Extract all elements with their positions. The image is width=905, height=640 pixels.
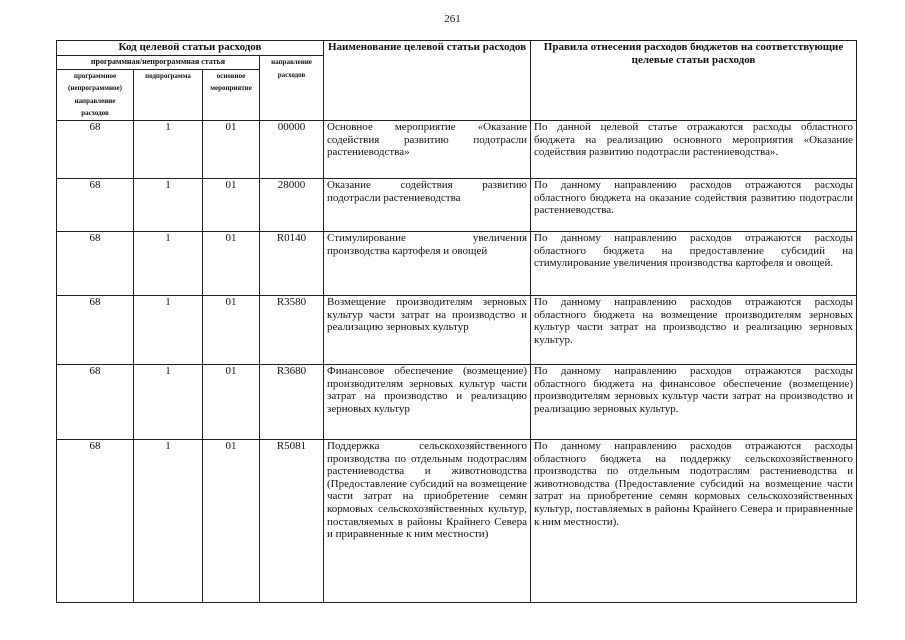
subprogram-code: 1 — [134, 120, 203, 178]
program-code: 68 — [57, 439, 134, 602]
header-subprogram: подпрограмма — [134, 69, 203, 120]
table-row — [57, 295, 857, 364]
header-direction: направление расходов — [260, 56, 324, 121]
subprogram-code: 1 — [134, 178, 203, 231]
subprogram-code: 1 — [134, 231, 203, 295]
expense-rule: По данному направлению расходов отражаются расходы областного бюджета на оказание содействия развитию подотрасли растениеводства. — [531, 178, 857, 231]
direction-code: R3680 — [260, 364, 324, 439]
table-row — [57, 364, 857, 439]
expense-name: Поддержка сельскохозяйственного производства по отдельным подотраслям растениеводства и животноводства (Предоставление субсидий на возмещение части затрат на приобретение семян кормовых сельскохозяйственных культур, поставляемых в районы Крайнего Севера и приравненные к ним местности) — [324, 439, 531, 602]
event-code: 01 — [203, 364, 260, 439]
table-row — [57, 231, 857, 295]
header-name-column: Наименование целевой статьи расходов — [324, 41, 531, 121]
program-code: 68 — [57, 364, 134, 439]
subprogram-code: 1 — [134, 295, 203, 364]
program-code: 68 — [57, 295, 134, 364]
header-program-group: программная/непрограммная статья — [57, 56, 260, 70]
direction-code: R0140 — [260, 231, 324, 295]
event-code: 01 — [203, 120, 260, 178]
subprogram-code: 1 — [134, 439, 203, 602]
program-code: 68 — [57, 178, 134, 231]
event-code: 01 — [203, 178, 260, 231]
expense-rule: По данному направлению расходов отражаются расходы областного бюджета на поддержку сельскохозяйственного производства по отдельным подотраслям растениеводства и животноводства (Предоставление субсидий на возмещение части затрат на приобретение семян кормовых сельскохозяйственных культур, поставляемых в районы Крайнего Севера и приравненные к ним местности). — [531, 439, 857, 602]
event-code: 01 — [203, 295, 260, 364]
direction-code: R5081 — [260, 439, 324, 602]
expense-name: Основное мероприятие «Оказание содействия развитию подотрасли растениеводства» — [324, 120, 531, 178]
expense-name: Стимулирование увеличения производства картофеля и овощей — [324, 231, 531, 295]
header-main-event: основное мероприятие — [203, 69, 260, 120]
expense-rule: По данному направлению расходов отражаются расходы областного бюджета на возмещение производителям зерновых культур части затрат на производство и реализацию зерновых культур. — [531, 295, 857, 364]
expense-name: Возмещение производителям зерновых культур части затрат на производство и реализацию зерновых культур — [324, 295, 531, 364]
event-code: 01 — [203, 231, 260, 295]
table-row — [57, 439, 857, 602]
direction-code: R3580 — [260, 295, 324, 364]
expense-rule: По данной целевой статье отражаются расходы областного бюджета на реализацию основного мероприятия «Оказание содействия развитию подотрасли растениеводства». — [531, 120, 857, 178]
header-program-direction: программное (непрограммное) направление расходов — [57, 69, 134, 120]
budget-codes-table — [56, 40, 857, 603]
page-number: 261 — [444, 13, 461, 25]
program-code: 68 — [57, 120, 134, 178]
subprogram-code: 1 — [134, 364, 203, 439]
expense-rule: По данному направлению расходов отражаются расходы областного бюджета на предоставление субсидий на стимулирование увеличения производства картофеля и овощей. — [531, 231, 857, 295]
expense-name: Финансовое обеспечение (возмещение) производителям зерновых культур части затрат на производство и реализацию зерновых культур — [324, 364, 531, 439]
program-code: 68 — [57, 231, 134, 295]
header-rules-column: Правила отнесения расходов бюджетов на соответствующие целевые статьи расходов — [531, 41, 857, 121]
table-row — [57, 120, 857, 178]
event-code: 01 — [203, 439, 260, 602]
direction-code: 28000 — [260, 178, 324, 231]
direction-code: 00000 — [260, 120, 324, 178]
expense-name: Оказание содействия развитию подотрасли растениеводства — [324, 178, 531, 231]
header-code-group: Код целевой статьи расходов — [57, 41, 324, 56]
expense-rule: По данному направлению расходов отражаются расходы областного бюджета на финансовое обеспечение (возмещение) производителям зерновых культур части затрат на производство и реализацию зерновых культур. — [531, 364, 857, 439]
table-row — [57, 178, 857, 231]
